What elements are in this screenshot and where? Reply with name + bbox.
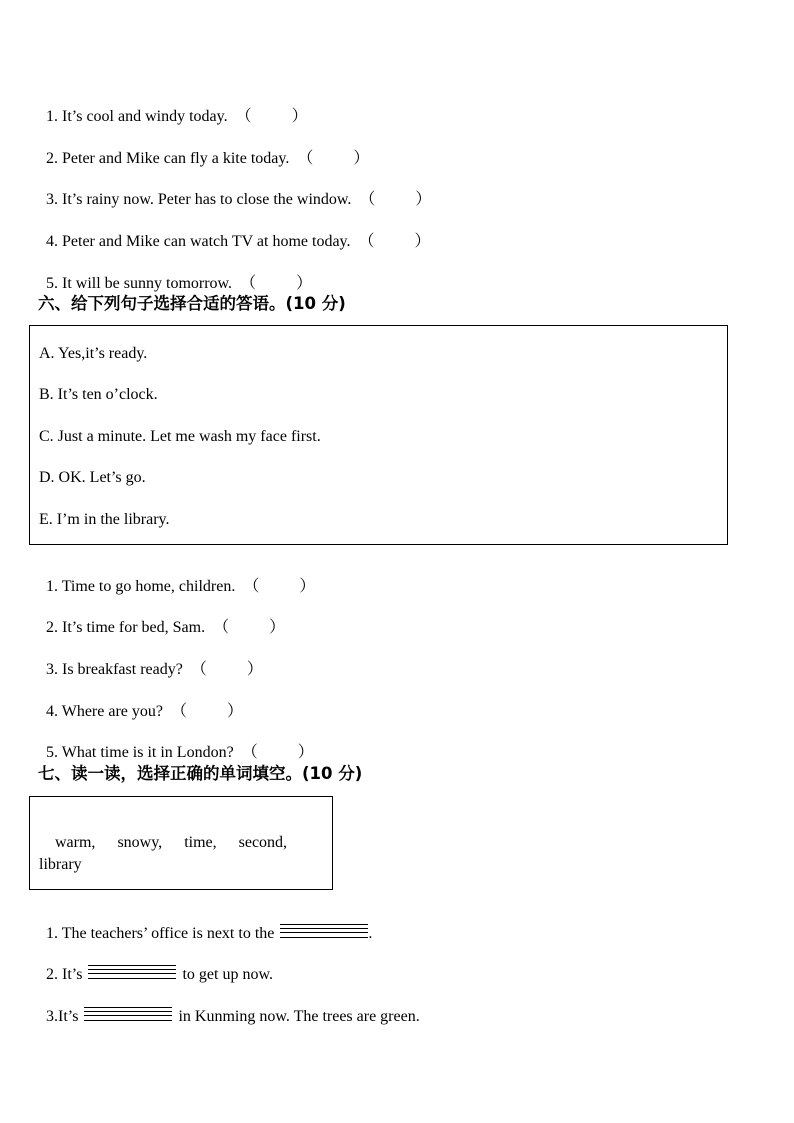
question-line xyxy=(38,598,285,638)
question-text: 5. What time is it in London? xyxy=(46,744,234,761)
question-text: 3.It’s xyxy=(46,1008,79,1025)
answer-parentheses[interactable]: （ ） xyxy=(359,191,432,208)
question-text: 3. It’s rainy now. Peter has to close the window. xyxy=(46,191,352,208)
word-bank-item: snowy, xyxy=(117,834,163,851)
option-e: E. I’m in the library. xyxy=(39,511,170,528)
word-bank-item: library xyxy=(39,856,82,873)
answer-parentheses[interactable]: （ ） xyxy=(170,703,243,720)
question-line xyxy=(38,640,263,680)
answer-blank[interactable] xyxy=(88,965,176,979)
question-line xyxy=(38,212,431,252)
question-line xyxy=(38,557,315,597)
option-b: B. It’s ten o’clock. xyxy=(39,386,158,403)
answer-parentheses[interactable]: （ ） xyxy=(213,619,286,636)
question-text: 4. Where are you? xyxy=(46,703,163,720)
question-text: 5. It will be sunny tomorrow. xyxy=(46,275,233,292)
answer-blank[interactable] xyxy=(280,924,368,938)
question-text: 2. It’s xyxy=(46,966,83,983)
word-bank-item: second, xyxy=(238,834,288,851)
answer-parentheses[interactable]: （ ） xyxy=(190,661,263,678)
option-c: C. Just a minute. Let me wash my face first. xyxy=(39,428,321,445)
question-text: 2. Peter and Mike can fly a kite today. xyxy=(46,150,290,167)
answer-parentheses[interactable]: （ ） xyxy=(235,108,308,125)
word-bank-item: warm, xyxy=(55,834,96,851)
question-line xyxy=(38,129,369,169)
section-6-heading: 六、给下列句子选择合适的答语。(10 分) xyxy=(38,294,346,313)
question-text: . xyxy=(368,925,373,942)
answer-parentheses[interactable]: （ ） xyxy=(241,744,314,761)
question-text: in Kunming now. The trees are green. xyxy=(178,1008,420,1025)
word-bank-item: time, xyxy=(184,834,217,851)
question-line xyxy=(38,254,312,294)
question-text: 1. It’s cool and windy today. xyxy=(46,108,228,125)
option-a: A. Yes,it’s ready. xyxy=(39,345,148,362)
fill-blank-line xyxy=(38,987,420,1027)
question-line xyxy=(38,87,308,127)
fill-blank-line xyxy=(38,945,273,985)
question-text: to get up now. xyxy=(182,966,273,983)
question-line xyxy=(38,682,243,722)
answer-blank[interactable] xyxy=(84,1007,172,1021)
question-line xyxy=(38,170,431,210)
option-d: D. OK. Let’s go. xyxy=(39,469,146,486)
options-box xyxy=(29,325,728,545)
answer-parentheses[interactable]: （ ） xyxy=(297,150,370,167)
question-line xyxy=(38,723,314,763)
question-text: 1. Time to go home, children. xyxy=(46,578,236,595)
word-bank-box xyxy=(29,796,333,890)
answer-parentheses[interactable]: （ ） xyxy=(358,233,431,250)
question-text: 4. Peter and Mike can watch TV at home today. xyxy=(46,233,351,250)
question-text: 1. The teachers’ office is next to the xyxy=(46,925,275,942)
question-text: 2. It’s time for bed, Sam. xyxy=(46,619,206,636)
answer-parentheses[interactable]: （ ） xyxy=(240,275,313,292)
answer-parentheses[interactable]: （ ） xyxy=(243,578,316,595)
fill-blank-line xyxy=(38,904,372,944)
question-text: 3. Is breakfast ready? xyxy=(46,661,183,678)
section-7-heading: 七、读一读，选择正确的单词填空。(10 分) xyxy=(38,764,363,783)
